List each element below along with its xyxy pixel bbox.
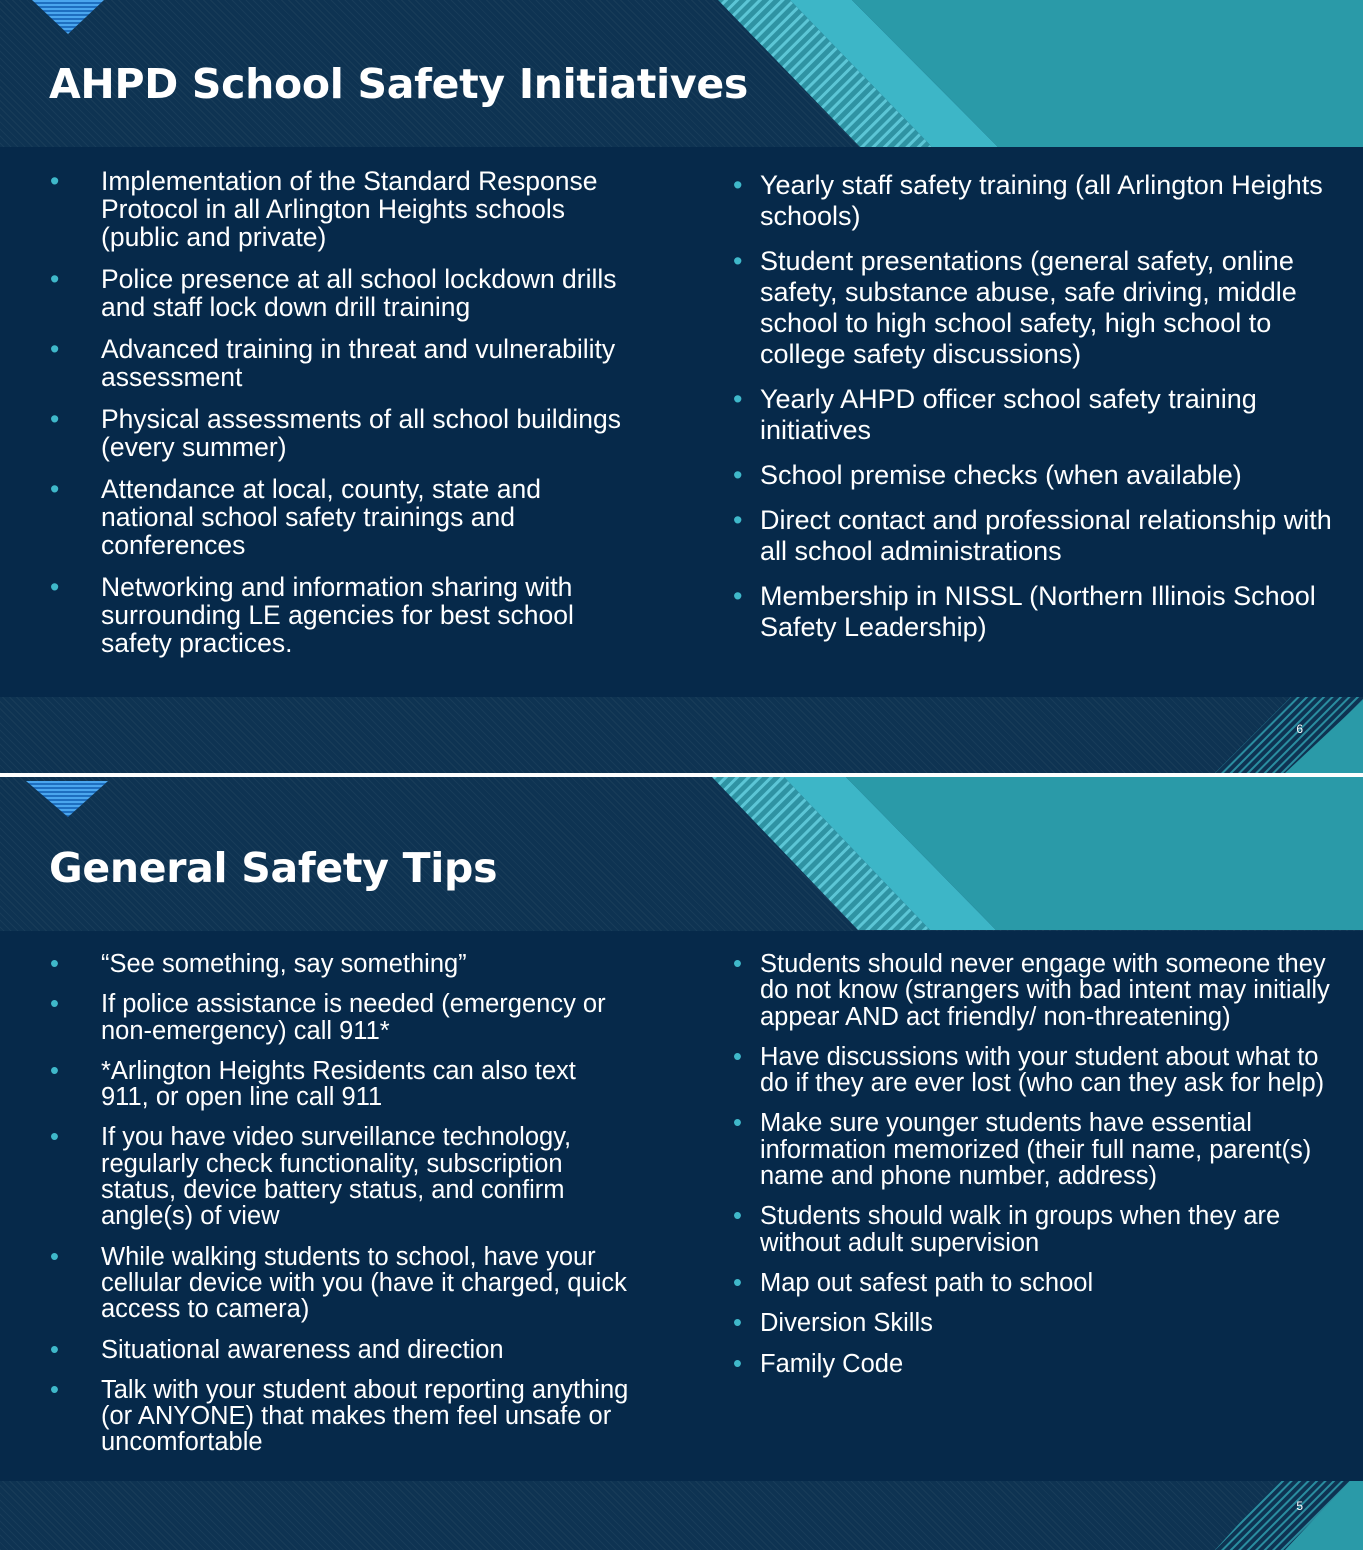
slide-number: 5 <box>1296 1499 1303 1513</box>
list-item: • Physical assessments of all school buildings (every summer) <box>50 404 621 462</box>
bullet-icon: • <box>50 950 59 978</box>
top-left-triangle <box>26 781 108 817</box>
bullet-icon: • <box>50 572 60 602</box>
list-item: • Students should never engage with someone they do not know (strangers with bad intent may initially appear AND act friendly/ non-threatening) <box>733 950 1330 1031</box>
list-item: • Have discussions with your student about what to do if they are ever lost (who can they ask for help) <box>733 1042 1325 1098</box>
bullet-icon: • <box>50 474 60 504</box>
list-item: • If police assistance is needed (emergency or non-emergency) call 911* <box>50 990 606 1045</box>
list-item: • While walking students to school, have your cellular device with you (have it charged, quick access to camera) <box>50 1242 627 1324</box>
bullet-icon: • <box>733 581 743 611</box>
list-item: • If you have video surveillance technology, regularly check functionality, subscription status, device battery status, and confirm angle(s) of view <box>50 1123 572 1231</box>
slide-title: General Safety Tips <box>49 844 498 892</box>
list-item: • Students should walk in groups when they are without adult supervision <box>733 1202 1281 1257</box>
bullet-icon: • <box>50 166 60 196</box>
bullet-icon: • <box>733 1202 742 1231</box>
slide-number: 6 <box>1296 722 1303 736</box>
list-item: • Talk with your student about reporting anything (or ANYONE) that makes them feel unsafe or uncomfortable <box>50 1375 629 1457</box>
list-item: • Membership in NISSL (Northern Illinois School Safety Leadership) <box>733 581 1316 642</box>
list-item: • Diversion Skills <box>733 1309 933 1338</box>
bullet-icon: • <box>733 950 742 978</box>
bullet-icon: • <box>733 460 743 490</box>
right-bullet-list <box>733 170 1333 657</box>
left-bullet-list <box>50 951 630 1470</box>
bullet-icon: • <box>50 990 59 1019</box>
list-item: • Police presence at all school lockdown drills and staff lock down drill training <box>50 264 617 322</box>
list-item: • *Arlington Heights Residents can also text 911, or open line call 911 <box>50 1056 576 1112</box>
bullet-icon: • <box>50 264 60 294</box>
bullet-icon: • <box>733 1268 742 1297</box>
bullet-icon: • <box>733 246 743 276</box>
top-left-triangle <box>32 0 104 34</box>
list-item: • Family Code <box>733 1349 904 1378</box>
bullet-icon: • <box>733 505 743 535</box>
bullet-icon: • <box>50 1335 59 1364</box>
slide-title: AHPD School Safety Initiatives <box>49 60 748 108</box>
list-item: • “See something, say something” <box>50 950 467 978</box>
list-item: • Situational awareness and direction <box>50 1335 504 1364</box>
bullet-icon: • <box>733 1042 742 1071</box>
bullet-icon: • <box>50 1242 59 1271</box>
slide-school-safety-initiatives <box>0 0 1363 773</box>
list-item: • Map out safest path to school <box>733 1268 1094 1297</box>
list-item: • Make sure younger students have essential information memorized (their full name, parent(s) name and phone number, address) <box>733 1109 1312 1191</box>
bullet-icon: • <box>50 1123 59 1152</box>
right-bullet-list <box>733 951 1333 1391</box>
bullet-icon: • <box>733 1349 742 1378</box>
left-bullet-list <box>50 167 630 671</box>
list-item: • Student presentations (general safety, online safety, substance abuse, safe driving, middle school to high school safety, high school to college safety discussions) <box>733 246 1297 369</box>
bullet-icon: • <box>733 170 743 200</box>
list-item: • Advanced training in threat and vulnerability assessment <box>50 334 616 392</box>
bullet-icon: • <box>733 1109 742 1138</box>
bullet-icon: • <box>733 1309 742 1338</box>
bullet-icon: • <box>50 404 60 434</box>
bullet-icon: • <box>733 384 743 414</box>
bullet-icon: • <box>50 334 60 364</box>
list-item: • School premise checks (when available) <box>733 460 1242 490</box>
list-item: • Attendance at local, county, state and national school safety trainings and conferences <box>50 474 541 560</box>
slide-general-safety-tips <box>0 777 1363 1550</box>
list-item: • Yearly staff safety training (all Arlington Heights schools) <box>733 170 1323 231</box>
list-item: • Yearly AHPD officer school safety training initiatives <box>733 384 1257 445</box>
bullet-icon: • <box>50 1056 59 1085</box>
list-item: • Implementation of the Standard Response Protocol in all Arlington Heights schools (public and private) <box>50 166 598 252</box>
list-item: • Direct contact and professional relationship with all school administrations <box>733 505 1332 566</box>
list-item: • Networking and information sharing with surrounding LE agencies for best school safety practices. <box>50 572 574 658</box>
bullet-icon: • <box>50 1375 59 1404</box>
